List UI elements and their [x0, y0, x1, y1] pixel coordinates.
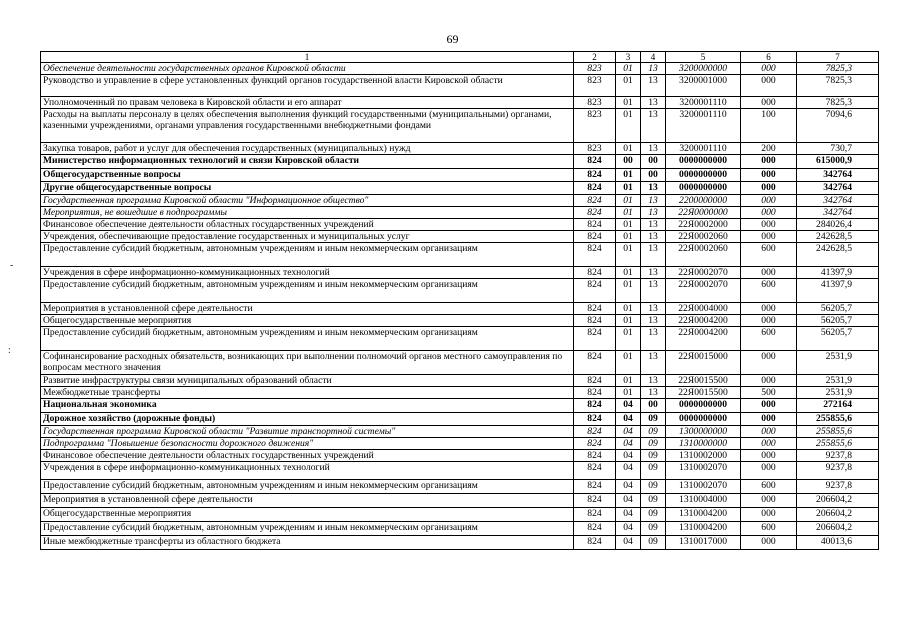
row-name-cell: Руководство и управление в сфере установленных функций органов государственной власти Кировской области: [41, 75, 574, 97]
row-expense-type-cell: 000: [741, 219, 797, 231]
row-amount-cell: 7094,6: [797, 109, 879, 143]
row-section-cell: 04: [616, 462, 641, 480]
row-expense-type-cell: 600: [741, 327, 797, 351]
table-row: [41, 522, 879, 536]
row-section-cell: 01: [616, 303, 641, 315]
row-target-article-cell: 22Я0015500: [666, 387, 741, 399]
row-subsection-cell: 09: [641, 438, 666, 450]
header-row: [41, 52, 879, 63]
row-section-cell: 04: [616, 508, 641, 522]
row-section-cell: 01: [616, 182, 641, 195]
row-amount-cell: 41397,9: [797, 267, 879, 279]
row-target-article-cell: 3200001110: [666, 97, 741, 109]
row-name-cell: Финансовое обеспечение деятельности областных государственных учреждений: [41, 450, 574, 462]
row-name-cell: Дорожное хозяйство (дорожные фонды): [41, 413, 574, 426]
row-department-code-cell: 824: [574, 536, 616, 550]
row-amount-cell: 206604,2: [797, 494, 879, 508]
table-row: [41, 303, 879, 315]
row-amount-cell: 56205,7: [797, 327, 879, 351]
row-target-article-cell: 1310002070: [666, 480, 741, 494]
row-amount-cell: 730,7: [797, 143, 879, 155]
row-subsection-cell: 13: [641, 243, 666, 267]
row-section-cell: 00: [616, 155, 641, 169]
row-amount-cell: 272164: [797, 399, 879, 413]
row-amount-cell: 342764: [797, 169, 879, 182]
table-row: [41, 315, 879, 327]
row-section-cell: 01: [616, 327, 641, 351]
header-cell-2: 2: [574, 52, 616, 63]
row-subsection-cell: 13: [641, 387, 666, 399]
row-amount-cell: 7825,3: [797, 97, 879, 109]
row-expense-type-cell: 000: [741, 494, 797, 508]
row-subsection-cell: 09: [641, 426, 666, 438]
row-target-article-cell: 1310017000: [666, 536, 741, 550]
row-department-code-cell: 824: [574, 195, 616, 207]
row-department-code-cell: 824: [574, 327, 616, 351]
row-target-article-cell: 1310004000: [666, 494, 741, 508]
row-name-cell: Общегосударственные вопросы: [41, 169, 574, 182]
row-amount-cell: 255855,6: [797, 438, 879, 450]
table-row: [41, 143, 879, 155]
row-subsection-cell: 13: [641, 279, 666, 303]
row-expense-type-cell: 000: [741, 315, 797, 327]
row-expense-type-cell: 000: [741, 303, 797, 315]
row-name-cell: Предоставление субсидий бюджетным, автономным учреждениям и иным некоммерческим организациям: [41, 327, 574, 351]
row-subsection-cell: 13: [641, 315, 666, 327]
row-expense-type-cell: 100: [741, 109, 797, 143]
row-department-code-cell: 824: [574, 155, 616, 169]
row-department-code-cell: 824: [574, 231, 616, 243]
row-amount-cell: 7825,3: [797, 63, 879, 75]
row-target-article-cell: 1310000000: [666, 438, 741, 450]
row-section-cell: 01: [616, 279, 641, 303]
table-row: [41, 219, 879, 231]
row-subsection-cell: 13: [641, 327, 666, 351]
row-section-cell: 04: [616, 426, 641, 438]
row-target-article-cell: 1310004200: [666, 508, 741, 522]
row-amount-cell: 9237,8: [797, 480, 879, 494]
row-subsection-cell: 09: [641, 494, 666, 508]
row-target-article-cell: 3200001000: [666, 75, 741, 97]
row-subsection-cell: 00: [641, 169, 666, 182]
header-cell-7: 7: [797, 52, 879, 63]
row-amount-cell: 342764: [797, 207, 879, 219]
row-department-code-cell: 824: [574, 494, 616, 508]
row-target-article-cell: 0000000000: [666, 182, 741, 195]
row-target-article-cell: 22Я0002070: [666, 279, 741, 303]
table-row: [41, 182, 879, 195]
table-row: [41, 536, 879, 550]
row-section-cell: 04: [616, 494, 641, 508]
row-department-code-cell: 824: [574, 480, 616, 494]
row-section-cell: 01: [616, 243, 641, 267]
row-expense-type-cell: 000: [741, 508, 797, 522]
row-department-code-cell: 824: [574, 375, 616, 387]
table-row: [41, 75, 879, 97]
row-subsection-cell: 13: [641, 97, 666, 109]
row-subsection-cell: 09: [641, 413, 666, 426]
row-expense-type-cell: 000: [741, 155, 797, 169]
row-amount-cell: 242628,5: [797, 243, 879, 267]
table-row: [41, 155, 879, 169]
row-subsection-cell: 13: [641, 351, 666, 375]
row-name-cell: Предоставление субсидий бюджетным, автономным учреждениям и иным некоммерческим организациям: [41, 480, 574, 494]
row-subsection-cell: 13: [641, 267, 666, 279]
row-name-cell: Предоставление субсидий бюджетным, автономным учреждениям и иным некоммерческим организациям: [41, 522, 574, 536]
row-subsection-cell: 13: [641, 231, 666, 243]
row-subsection-cell: 09: [641, 480, 666, 494]
row-target-article-cell: 22Я0002070: [666, 267, 741, 279]
row-name-cell: Государственная программа Кировской области "Информационное общество": [41, 195, 574, 207]
row-subsection-cell: 13: [641, 219, 666, 231]
row-section-cell: 04: [616, 450, 641, 462]
row-amount-cell: 41397,9: [797, 279, 879, 303]
row-expense-type-cell: 000: [741, 231, 797, 243]
row-target-article-cell: 1310002000: [666, 450, 741, 462]
row-name-cell: Развитие инфраструктуры связи муниципальных образований области: [41, 375, 574, 387]
row-expense-type-cell: 000: [741, 75, 797, 97]
row-target-article-cell: 1310004200: [666, 522, 741, 536]
row-section-cell: 01: [616, 63, 641, 75]
row-section-cell: 01: [616, 315, 641, 327]
table-row: [41, 413, 879, 426]
row-expense-type-cell: 500: [741, 387, 797, 399]
scan-artifact: :: [8, 345, 11, 356]
row-target-article-cell: 22Я0004200: [666, 315, 741, 327]
row-amount-cell: 56205,7: [797, 315, 879, 327]
table-row: [41, 508, 879, 522]
row-department-code-cell: 824: [574, 522, 616, 536]
row-section-cell: 04: [616, 413, 641, 426]
row-expense-type-cell: 600: [741, 279, 797, 303]
row-section-cell: 01: [616, 267, 641, 279]
row-subsection-cell: 13: [641, 182, 666, 195]
row-subsection-cell: 13: [641, 143, 666, 155]
row-subsection-cell: 09: [641, 508, 666, 522]
row-amount-cell: 255855,6: [797, 413, 879, 426]
row-department-code-cell: 823: [574, 63, 616, 75]
row-expense-type-cell: 000: [741, 351, 797, 375]
table-row: [41, 207, 879, 219]
table-row: [41, 450, 879, 462]
row-target-article-cell: 22Я0004200: [666, 327, 741, 351]
row-subsection-cell: 09: [641, 522, 666, 536]
table-row: [41, 462, 879, 480]
table-row: [41, 480, 879, 494]
row-section-cell: 01: [616, 351, 641, 375]
table-row: [41, 327, 879, 351]
table-row: [41, 169, 879, 182]
row-section-cell: 04: [616, 522, 641, 536]
row-expense-type-cell: 000: [741, 169, 797, 182]
row-section-cell: 01: [616, 143, 641, 155]
row-department-code-cell: 824: [574, 508, 616, 522]
row-target-article-cell: 22Я0000000: [666, 207, 741, 219]
row-subsection-cell: 00: [641, 155, 666, 169]
row-target-article-cell: 3200001110: [666, 109, 741, 143]
table-row: [41, 231, 879, 243]
row-department-code-cell: 824: [574, 279, 616, 303]
row-amount-cell: 615000,9: [797, 155, 879, 169]
row-amount-cell: 9237,8: [797, 450, 879, 462]
row-name-cell: Учреждения в сфере информационно-коммуникационных технологий: [41, 462, 574, 480]
row-name-cell: Министерство информационных технологий и связи Кировской области: [41, 155, 574, 169]
row-amount-cell: 206604,2: [797, 522, 879, 536]
row-department-code-cell: 824: [574, 387, 616, 399]
header-cell-3: 3: [616, 52, 641, 63]
row-target-article-cell: 1310002070: [666, 462, 741, 480]
row-target-article-cell: 22Я0002060: [666, 231, 741, 243]
header-cell-6: 6: [741, 52, 797, 63]
row-name-cell: Мероприятия в установленной сфере деятельности: [41, 494, 574, 508]
row-name-cell: Мероприятия, не вошедшие в подпрограммы: [41, 207, 574, 219]
row-department-code-cell: 824: [574, 462, 616, 480]
table-row: [41, 375, 879, 387]
row-expense-type-cell: 000: [741, 536, 797, 550]
row-target-article-cell: 2200000000: [666, 195, 741, 207]
row-subsection-cell: 09: [641, 450, 666, 462]
scan-artifact: -: [10, 260, 14, 271]
row-name-cell: Общегосударственные мероприятия: [41, 315, 574, 327]
row-amount-cell: 2531,9: [797, 351, 879, 375]
row-expense-type-cell: 000: [741, 462, 797, 480]
row-expense-type-cell: 000: [741, 438, 797, 450]
row-department-code-cell: 824: [574, 169, 616, 182]
table-row: [41, 279, 879, 303]
row-expense-type-cell: 600: [741, 522, 797, 536]
row-target-article-cell: 0000000000: [666, 399, 741, 413]
row-expense-type-cell: 000: [741, 63, 797, 75]
row-name-cell: Учреждения, обеспечивающие предоставление государственных и муниципальных услуг: [41, 231, 574, 243]
table-row: [41, 195, 879, 207]
row-subsection-cell: 13: [641, 375, 666, 387]
table-row: [41, 438, 879, 450]
table-row: [41, 63, 879, 75]
row-subsection-cell: 09: [641, 536, 666, 550]
row-name-cell: Предоставление субсидий бюджетным, автономным учреждениям и иным некоммерческим организациям: [41, 243, 574, 267]
row-department-code-cell: 824: [574, 182, 616, 195]
row-target-article-cell: 0000000000: [666, 169, 741, 182]
row-section-cell: 01: [616, 219, 641, 231]
row-section-cell: 01: [616, 231, 641, 243]
row-name-cell: Подпрограмма "Повышение безопасности дорожного движения": [41, 438, 574, 450]
table-row: [41, 494, 879, 508]
row-expense-type-cell: 000: [741, 195, 797, 207]
row-department-code-cell: 823: [574, 143, 616, 155]
row-amount-cell: 206604,2: [797, 508, 879, 522]
row-target-article-cell: 22Я0015500: [666, 375, 741, 387]
row-name-cell: Национальная экономика: [41, 399, 574, 413]
row-target-article-cell: 22Я0015000: [666, 351, 741, 375]
row-amount-cell: 342764: [797, 182, 879, 195]
row-amount-cell: 7825,3: [797, 75, 879, 97]
row-department-code-cell: 824: [574, 351, 616, 375]
table-row: [41, 267, 879, 279]
row-target-article-cell: 22Я0002000: [666, 219, 741, 231]
row-department-code-cell: 824: [574, 219, 616, 231]
row-department-code-cell: 824: [574, 399, 616, 413]
page-number: 69: [446, 32, 459, 46]
row-target-article-cell: 22Я0004000: [666, 303, 741, 315]
row-expense-type-cell: 000: [741, 375, 797, 387]
table-row: [41, 426, 879, 438]
table-row: [41, 399, 879, 413]
row-department-code-cell: 824: [574, 207, 616, 219]
row-target-article-cell: 1300000000: [666, 426, 741, 438]
row-section-cell: 01: [616, 109, 641, 143]
row-expense-type-cell: 000: [741, 399, 797, 413]
row-section-cell: 01: [616, 97, 641, 109]
row-subsection-cell: 00: [641, 399, 666, 413]
row-subsection-cell: 09: [641, 462, 666, 480]
row-name-cell: Общегосударственные мероприятия: [41, 508, 574, 522]
row-expense-type-cell: 600: [741, 243, 797, 267]
row-name-cell: Софинансирование расходных обязательств, возникающих при выполнении полномочий органов местного самоуправления по вопросам местного значения: [41, 351, 574, 375]
row-target-article-cell: 3200001110: [666, 143, 741, 155]
row-name-cell: Межбюджетные трансферты: [41, 387, 574, 399]
row-department-code-cell: 824: [574, 243, 616, 267]
row-amount-cell: 9237,8: [797, 462, 879, 480]
table-row: [41, 387, 879, 399]
row-expense-type-cell: 000: [741, 450, 797, 462]
row-amount-cell: 242628,5: [797, 231, 879, 243]
row-subsection-cell: 13: [641, 75, 666, 97]
table-row: [41, 243, 879, 267]
row-name-cell: Государственная программа Кировской области "Развитие транспортной системы": [41, 426, 574, 438]
row-name-cell: Расходы на выплаты персоналу в целях обеспечения выполнения функций государственными (муниципальными) органами, казенными учреждениями, органами управления государственными внебюджетными фондами: [41, 109, 574, 143]
table-row: [41, 109, 879, 143]
row-expense-type-cell: 600: [741, 480, 797, 494]
row-expense-type-cell: 000: [741, 182, 797, 195]
row-expense-type-cell: 000: [741, 267, 797, 279]
row-department-code-cell: 824: [574, 413, 616, 426]
row-subsection-cell: 13: [641, 207, 666, 219]
row-target-article-cell: 22Я0002060: [666, 243, 741, 267]
row-name-cell: Обеспечение деятельности государственных органов Кировской области: [41, 63, 574, 75]
table-row: [41, 351, 879, 375]
row-section-cell: 01: [616, 387, 641, 399]
row-department-code-cell: 824: [574, 438, 616, 450]
row-department-code-cell: 824: [574, 267, 616, 279]
row-expense-type-cell: 000: [741, 413, 797, 426]
row-amount-cell: 284026,4: [797, 219, 879, 231]
row-target-article-cell: 0000000000: [666, 413, 741, 426]
table-row: [41, 97, 879, 109]
row-expense-type-cell: 000: [741, 207, 797, 219]
row-name-cell: Уполномоченный по правам человека в Кировской области и его аппарат: [41, 97, 574, 109]
header-cell-5: 5: [666, 52, 741, 63]
row-section-cell: 04: [616, 438, 641, 450]
header-cell-1: 1: [41, 52, 574, 63]
row-amount-cell: 56205,7: [797, 303, 879, 315]
row-department-code-cell: 824: [574, 315, 616, 327]
row-expense-type-cell: 000: [741, 97, 797, 109]
row-section-cell: 04: [616, 399, 641, 413]
row-name-cell: Предоставление субсидий бюджетным, автономным учреждениям и иным некоммерческим организациям: [41, 279, 574, 303]
row-department-code-cell: 824: [574, 426, 616, 438]
row-name-cell: Иные межбюджетные трансферты из областного бюджета: [41, 536, 574, 550]
row-target-article-cell: 0000000000: [666, 155, 741, 169]
row-subsection-cell: 13: [641, 195, 666, 207]
row-department-code-cell: 823: [574, 109, 616, 143]
row-amount-cell: 2531,9: [797, 375, 879, 387]
row-section-cell: 01: [616, 169, 641, 182]
budget-table: [40, 51, 879, 550]
row-amount-cell: 2531,9: [797, 387, 879, 399]
row-section-cell: 01: [616, 375, 641, 387]
row-amount-cell: 40013,6: [797, 536, 879, 550]
row-section-cell: 01: [616, 207, 641, 219]
row-section-cell: 01: [616, 195, 641, 207]
row-subsection-cell: 13: [641, 109, 666, 143]
header-cell-4: 4: [641, 52, 666, 63]
row-subsection-cell: 13: [641, 63, 666, 75]
row-expense-type-cell: 000: [741, 426, 797, 438]
row-section-cell: 04: [616, 536, 641, 550]
row-department-code-cell: 823: [574, 97, 616, 109]
row-amount-cell: 342764: [797, 195, 879, 207]
row-department-code-cell: 823: [574, 75, 616, 97]
row-section-cell: 04: [616, 480, 641, 494]
row-name-cell: Закупка товаров, работ и услуг для обеспечения государственных (муниципальных) нужд: [41, 143, 574, 155]
row-name-cell: Финансовое обеспечение деятельности областных государственных учреждений: [41, 219, 574, 231]
row-section-cell: 01: [616, 75, 641, 97]
row-subsection-cell: 13: [641, 303, 666, 315]
row-department-code-cell: 824: [574, 303, 616, 315]
row-name-cell: Мероприятия в установленной сфере деятельности: [41, 303, 574, 315]
row-expense-type-cell: 200: [741, 143, 797, 155]
row-amount-cell: 255855,6: [797, 426, 879, 438]
row-target-article-cell: 3200000000: [666, 63, 741, 75]
row-department-code-cell: 824: [574, 450, 616, 462]
row-name-cell: Другие общегосударственные вопросы: [41, 182, 574, 195]
row-name-cell: Учреждения в сфере информационно-коммуникационных технологий: [41, 267, 574, 279]
